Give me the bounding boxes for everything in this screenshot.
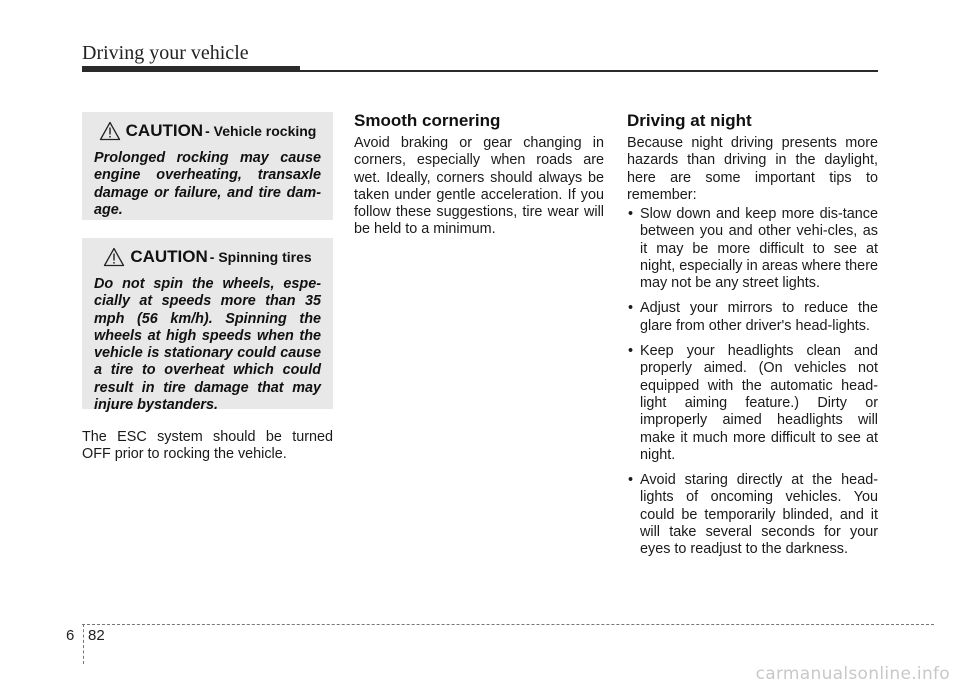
footer-page-divider bbox=[83, 624, 84, 664]
bullet-dot-icon: • bbox=[628, 206, 634, 222]
caution-heading bbox=[92, 238, 323, 276]
esc-note-paragraph: The ESC system should be turned OFF prior to rocking the vehicle. bbox=[82, 429, 333, 463]
list-item bbox=[627, 300, 878, 335]
chapter-number: 6 bbox=[66, 627, 75, 644]
caution-text: Prolonged rocking may cause engine overheating, transaxle damage or failure, and tire dam-age. bbox=[94, 150, 321, 218]
page-number: 82 bbox=[88, 627, 105, 644]
caution-text: Do not spin the wheels, espe-cially at speeds more than 35 mph (56 km/h). Spinning the wheels at high speeds when the vehicle is stationary could cause a tire to overheat which could result in tire damage that may injure bystanders. bbox=[94, 276, 321, 414]
bullet-dot-icon: • bbox=[628, 300, 634, 317]
warning-triangle-icon bbox=[103, 247, 125, 267]
smooth-cornering-paragraph: Avoid braking or gear changing in corners, especially when roads are wet. Ideally, corners should always be taken under gentle acceleration. If you follow these suggestions, tire wear will be held to a minimum. bbox=[354, 135, 604, 238]
driving-at-night-intro: Because night driving presents more hazards than driving in the daylight, here are some important tips to remember: bbox=[627, 135, 878, 203]
warning-triangle-icon bbox=[99, 121, 121, 141]
list-item-text: Keep your headlights clean and properly aimed. (On vehicles not equipped with the automatic head-light aiming feature.) Dirty or improperly aimed headlights will make it much more difficult to see at night. bbox=[640, 343, 878, 463]
caution-label: CAUTION bbox=[125, 121, 204, 140]
list-item-text: Adjust your mirrors to reduce the glare from other driver's head-lights. bbox=[640, 300, 878, 334]
list-item bbox=[627, 206, 878, 292]
section-title-smooth-cornering: Smooth cornering bbox=[354, 111, 501, 130]
list-item-text: Slow down and keep more dis-tance between you and other vehi-cles, as it may be more difficult to see at night, especially in areas where there may not be any street lights. bbox=[640, 206, 878, 292]
caution-heading bbox=[92, 112, 323, 150]
section-title-driving-at-night: Driving at night bbox=[627, 111, 752, 130]
bullet-dot-icon: • bbox=[628, 343, 634, 360]
list-item bbox=[627, 343, 878, 464]
list-item-text: Avoid staring directly at the head-lights of oncoming vehicles. You could be temporarily blinded, and it will take several seconds for your eyes to readjust to the darkness. bbox=[640, 472, 878, 558]
night-tips-list bbox=[627, 206, 878, 567]
caution-subject: - Spinning tires bbox=[209, 249, 312, 265]
watermark: carmanualsonline.info bbox=[755, 664, 950, 684]
caution-box-spinning-tires bbox=[82, 238, 333, 414]
footer-divider bbox=[82, 624, 934, 625]
header-bar-thin bbox=[300, 70, 878, 72]
bullet-dot-icon: • bbox=[628, 472, 634, 489]
page-header-title: Driving your vehicle bbox=[82, 42, 249, 64]
caution-box-vehicle-rocking bbox=[82, 112, 333, 220]
list-item bbox=[627, 472, 878, 558]
header-bar-thick bbox=[82, 66, 300, 72]
caution-label: CAUTION bbox=[130, 247, 208, 266]
caution-subject: - Vehicle rocking bbox=[205, 123, 317, 139]
